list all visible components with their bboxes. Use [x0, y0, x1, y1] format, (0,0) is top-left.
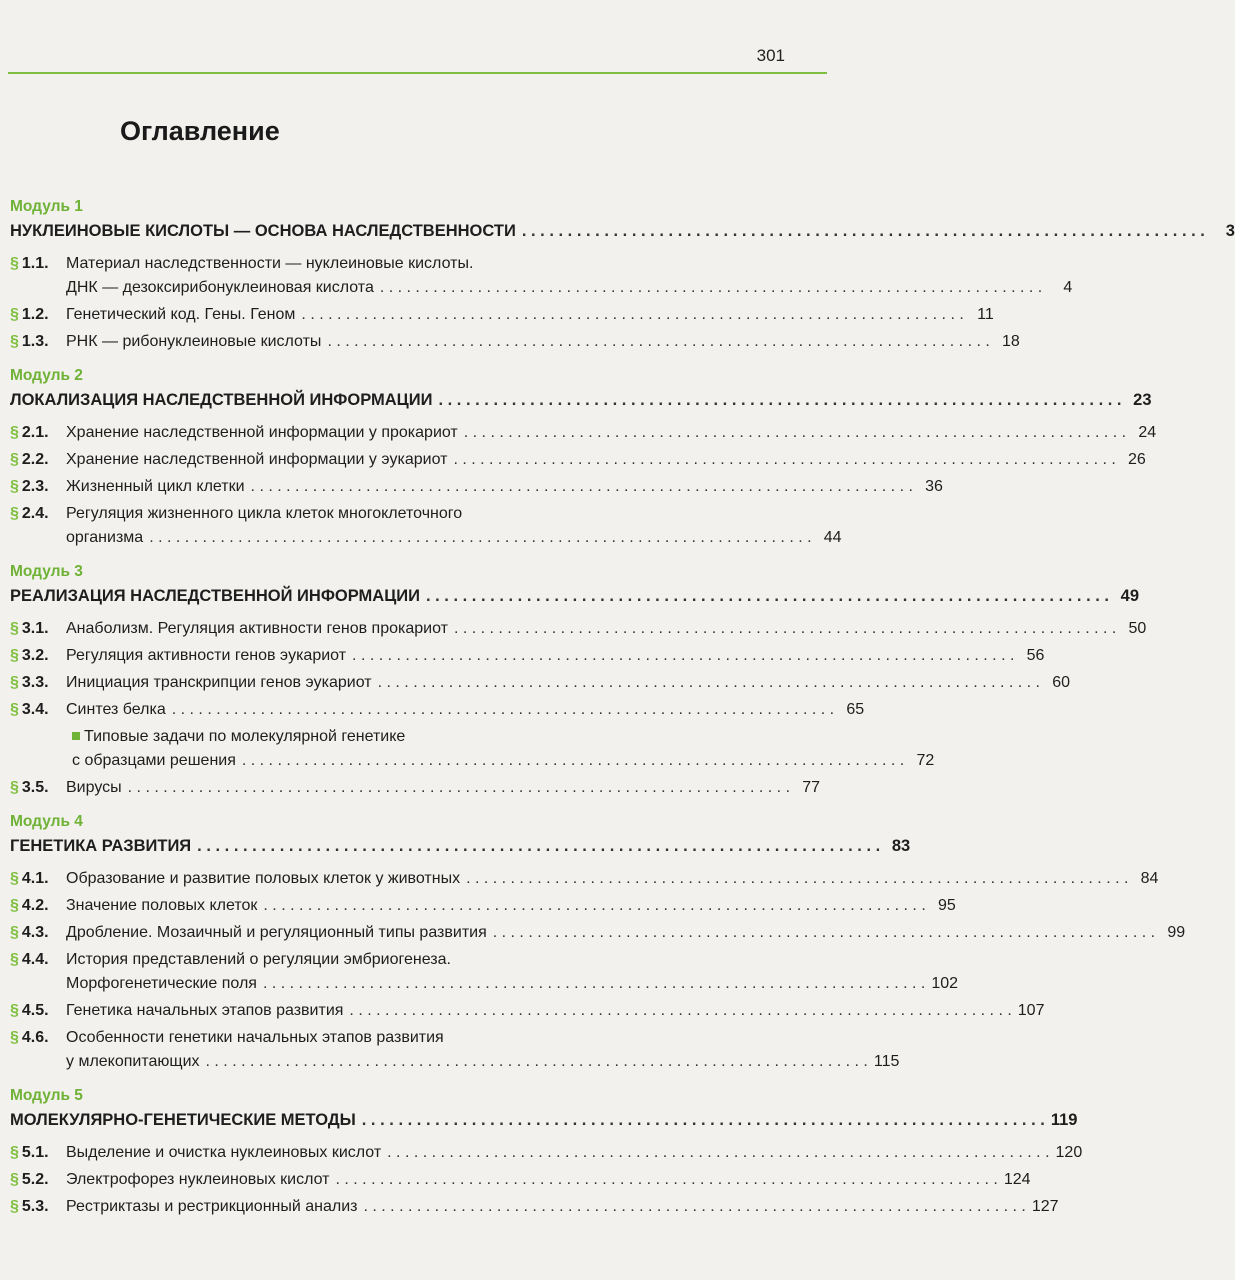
section-title	[66, 698, 166, 722]
page-ref: 49	[1120, 587, 1140, 605]
section-title-text: Регуляция жизненного цикла клеток многоклеточного	[66, 505, 463, 522]
section-number-text: 2.3.	[21, 478, 49, 495]
section-number	[10, 1168, 66, 1192]
section-title	[66, 1195, 358, 1219]
section-number	[10, 867, 66, 891]
page-ref: 50	[1128, 620, 1147, 637]
leader-dots	[454, 617, 1116, 641]
leader-dots	[263, 972, 925, 996]
section-title-text: Материал наследственности — нуклеиновые кислоты.	[66, 255, 474, 272]
toc-entry-module[interactable]	[10, 218, 1235, 244]
section-title	[66, 617, 448, 641]
section-title	[66, 972, 257, 996]
section-title	[66, 776, 122, 800]
section-number	[10, 1026, 66, 1050]
toc-entry-section[interactable]	[10, 921, 1186, 945]
page-ref: 99	[1167, 924, 1186, 941]
section-number-text: 4.2.	[21, 897, 49, 914]
toc-line	[10, 867, 1159, 891]
toc-entry-section[interactable]	[10, 502, 842, 550]
page-ref: 84	[1140, 870, 1159, 887]
leader-dots	[466, 867, 1128, 891]
toc-line	[10, 671, 1070, 695]
toc-line	[10, 725, 724, 749]
leader-dots	[149, 526, 811, 550]
section-number	[10, 1195, 66, 1219]
section-number	[10, 948, 66, 972]
section-title-text: Хранение наследственной информации у прокариот	[66, 424, 458, 441]
section-title-text: Выделение и очистка нуклеиновых кислот	[66, 1144, 382, 1161]
module-label: Модуль 5	[10, 1087, 83, 1104]
page-number: 301	[756, 46, 785, 65]
paragraph-sign: §	[10, 1002, 19, 1019]
section-title	[66, 303, 295, 327]
section-number	[10, 644, 66, 668]
toc-line	[10, 1168, 1031, 1192]
header-rule	[8, 72, 827, 74]
module-block	[10, 196, 1235, 363]
section-title-text: Рестриктазы и рестрикционный анализ	[66, 1198, 358, 1215]
section-title-text: Особенности генетики начальных этапов развития	[66, 1029, 444, 1046]
toc-entry-module[interactable]	[10, 583, 1140, 609]
paragraph-sign: §	[10, 870, 19, 887]
page-ref: 115	[873, 1053, 900, 1070]
module-label: Модуль 2	[10, 367, 83, 384]
module-spacer	[10, 1222, 724, 1228]
toc-line	[10, 475, 943, 499]
toc-line	[10, 999, 1045, 1023]
page-ref: 72	[916, 752, 935, 769]
section-title-text: Синтез белка	[66, 701, 166, 718]
section-title	[72, 725, 405, 749]
paragraph-sign: §	[10, 647, 19, 664]
section-title	[66, 448, 447, 472]
paragraph-sign: §	[10, 674, 19, 691]
section-number-text: 3.4.	[21, 701, 49, 718]
toc-entry-section[interactable]	[10, 1168, 1031, 1192]
leader-dots	[172, 698, 834, 722]
section-number	[10, 894, 66, 918]
section-title	[66, 421, 458, 445]
toc-line	[10, 894, 956, 918]
leader-dots	[387, 1141, 1049, 1165]
section-title-text: РНК — рибонуклеиновые кислоты	[66, 333, 322, 350]
section-number-text: 2.4.	[21, 505, 49, 522]
toc-entry-section[interactable]	[10, 330, 1020, 354]
paragraph-sign: §	[10, 451, 19, 468]
section-title	[66, 1026, 444, 1050]
paragraph-sign: §	[10, 897, 19, 914]
toc-entry-section[interactable]	[10, 999, 1045, 1023]
toc-entry-section[interactable]	[10, 894, 956, 918]
table-of-contents	[10, 196, 1235, 1228]
section-title	[66, 276, 374, 300]
section-number-text: 2.1.	[21, 424, 49, 441]
section-number	[10, 671, 66, 695]
module-title: НУКЛЕИНОВЫЕ КИСЛОТЫ — ОСНОВА НАСЛЕДСТВЕННОСТИ	[10, 222, 516, 240]
section-title-text: Вирусы	[66, 779, 122, 796]
paragraph-sign: §	[10, 255, 19, 272]
section-number-text: 1.3.	[21, 333, 49, 350]
section-number-text: 4.1.	[21, 870, 49, 887]
paragraph-sign: §	[10, 924, 19, 941]
section-number	[10, 999, 66, 1023]
toc-line	[10, 303, 994, 327]
section-title	[66, 921, 487, 945]
toc-line	[10, 617, 1147, 641]
leader-dots	[197, 833, 880, 859]
section-title-text: Дробление. Мозаичный и регуляционный типы развития	[66, 924, 487, 941]
section-title-text: Генетика начальных этапов развития	[66, 1002, 344, 1019]
toc-entry-section[interactable]	[10, 948, 959, 996]
section-number-text: 5.2.	[21, 1171, 49, 1188]
section-title	[66, 1168, 330, 1192]
section-title-text: Жизненный цикл клетки	[66, 478, 245, 495]
leader-dots	[206, 1050, 868, 1074]
section-title-text: История представлений о регуляции эмбриогенеза.	[66, 951, 451, 968]
section-number	[10, 330, 66, 354]
paragraph-sign: §	[10, 620, 19, 637]
section-number	[10, 421, 66, 445]
leader-dots	[380, 276, 1042, 300]
toc-line	[10, 421, 1157, 445]
toc-line	[10, 276, 1073, 300]
section-title	[66, 526, 143, 550]
page-ref: 24	[1138, 424, 1157, 441]
section-title-text: Образование и развитие половых клеток у животных	[66, 870, 461, 887]
section-number	[10, 502, 66, 526]
section-number-text: 4.5.	[21, 1002, 49, 1019]
paragraph-sign: §	[10, 1029, 19, 1046]
toc-line	[10, 776, 821, 800]
section-title-text: Хранение наследственной информации у эукариот	[66, 451, 448, 468]
leader-dots	[251, 475, 913, 499]
toc-entry-section[interactable]	[10, 1026, 900, 1074]
paragraph-sign: §	[10, 505, 19, 522]
toc-line	[10, 1026, 724, 1050]
section-number	[10, 252, 66, 276]
section-title-text: Типовые задачи по молекулярной генетике	[84, 728, 406, 745]
paragraph-sign: §	[10, 1144, 19, 1161]
module-spacer	[10, 803, 724, 809]
page-ref: 77	[802, 779, 821, 796]
toc-line	[10, 330, 1020, 354]
leader-dots	[242, 749, 904, 773]
section-title-text: ДНК — дезоксирибонуклеиновая кислота	[66, 279, 374, 296]
paragraph-sign: §	[10, 333, 19, 350]
section-title	[66, 475, 245, 499]
section-title-text: Регуляция активности генов эукариот	[66, 647, 347, 664]
module-spacer	[10, 1077, 724, 1083]
module-spacer	[10, 553, 724, 559]
paragraph-sign: §	[10, 1171, 19, 1188]
module-spacer	[10, 357, 724, 363]
toc-entry-section[interactable]	[10, 421, 1157, 445]
toc-line	[10, 502, 724, 526]
leader-dots	[263, 894, 925, 918]
leader-dots	[464, 421, 1126, 445]
page-ref: 11	[977, 306, 994, 323]
section-title	[72, 749, 236, 773]
toc-entry-section[interactable]	[10, 1141, 1083, 1165]
page-ref: 4	[1063, 279, 1073, 296]
leader-dots	[364, 1195, 1026, 1219]
module-block	[10, 811, 1186, 1083]
page-ref: 124	[1003, 1171, 1031, 1188]
module-block	[10, 365, 1157, 559]
leader-dots	[128, 776, 790, 800]
paragraph-sign: §	[10, 424, 19, 441]
section-number	[10, 1141, 66, 1165]
section-number-text: 2.2.	[21, 451, 49, 468]
toc-entry-module[interactable]	[10, 387, 1152, 413]
page-ref: 3	[1225, 222, 1235, 240]
page-ref: 56	[1026, 647, 1045, 664]
paragraph-sign: §	[10, 306, 19, 323]
toc-line	[10, 252, 724, 276]
page-ref: 18	[1002, 333, 1020, 350]
toc-line	[10, 526, 842, 550]
toc-line	[10, 972, 959, 996]
section-title-text: Анаболизм. Регуляция активности генов прокариот	[66, 620, 448, 637]
section-title	[66, 1050, 200, 1074]
page-ref: 26	[1128, 451, 1146, 468]
toc-line	[10, 1050, 900, 1074]
leader-dots	[426, 583, 1109, 609]
page-ref: 83	[891, 837, 911, 855]
section-title	[66, 867, 460, 891]
module-block	[10, 561, 1147, 809]
toc-entry-section[interactable]	[10, 725, 935, 773]
toc-line	[10, 644, 1045, 668]
section-number	[10, 617, 66, 641]
toc-entry-section[interactable]	[10, 303, 994, 327]
toc-entry-section[interactable]	[10, 644, 1045, 668]
section-number-text: 3.1.	[21, 620, 49, 637]
section-number-text: 3.2.	[21, 647, 49, 664]
section-number	[10, 698, 66, 722]
section-number	[10, 303, 66, 327]
leader-dots	[352, 644, 1014, 668]
leader-dots	[378, 671, 1040, 695]
page-ref: 23	[1133, 391, 1152, 409]
module-label: Модуль 1	[10, 198, 83, 215]
page-ref: 36	[925, 478, 943, 495]
page-ref: 107	[1017, 1002, 1045, 1019]
toc-entry-module[interactable]	[10, 1107, 1078, 1133]
paragraph-sign: §	[10, 701, 19, 718]
toc-line	[10, 749, 935, 773]
section-title-text: Электрофорез нуклеиновых кислот	[66, 1171, 330, 1188]
section-title-text: с образцами решения	[72, 752, 236, 769]
section-number-text: 4.6.	[21, 1029, 49, 1046]
toc-entry-section[interactable]	[10, 448, 1146, 472]
section-title-text: Инициация транскрипции генов эукариот	[66, 674, 372, 691]
module-block	[10, 1085, 1083, 1228]
toc-line	[10, 448, 1146, 472]
section-title	[66, 894, 257, 918]
section-title-text: организма	[66, 529, 144, 546]
section-title	[66, 502, 462, 526]
section-title-text: Генетический код. Гены. Геном	[66, 306, 296, 323]
toc-entry-module[interactable]	[10, 833, 911, 859]
section-title	[66, 330, 321, 354]
page-ref: 65	[846, 701, 865, 718]
section-title	[66, 999, 343, 1023]
section-number-text: 1.2.	[21, 306, 49, 323]
leader-dots	[362, 1107, 1045, 1133]
section-number	[10, 448, 66, 472]
toc-entry-section[interactable]	[10, 475, 943, 499]
toc-title: Оглавление	[120, 116, 280, 146]
section-number-text: 4.3.	[21, 924, 49, 941]
module-title: ЛОКАЛИЗАЦИЯ НАСЛЕДСТВЕННОЙ ИНФОРМАЦИИ	[10, 391, 433, 409]
paragraph-sign: §	[10, 1198, 19, 1215]
toc-entry-section[interactable]	[10, 252, 1073, 300]
toc-entry-section[interactable]	[10, 617, 1147, 641]
module-label: Модуль 3	[10, 563, 83, 580]
section-title-text: Морфогенетические поля	[66, 975, 257, 992]
toc-line	[10, 1195, 1059, 1219]
section-title	[66, 948, 451, 972]
section-title	[66, 671, 372, 695]
section-title	[66, 252, 473, 276]
section-title-text: у млекопитающих	[66, 1053, 200, 1070]
leader-dots	[349, 999, 1011, 1023]
paragraph-sign: §	[10, 478, 19, 495]
toc-entry-section[interactable]	[10, 1195, 1059, 1219]
section-number-text: 1.1.	[21, 255, 49, 272]
section-number-text: 4.4.	[21, 951, 49, 968]
module-title: РЕАЛИЗАЦИЯ НАСЛЕДСТВЕННОЙ ИНФОРМАЦИИ	[10, 587, 420, 605]
section-number-text: 5.1.	[21, 1144, 49, 1161]
leader-dots	[327, 330, 989, 354]
paragraph-sign: §	[10, 779, 19, 796]
section-number	[10, 475, 66, 499]
leader-dots	[493, 921, 1155, 945]
leader-dots	[453, 448, 1115, 472]
square-bullet-icon	[72, 732, 80, 740]
page-ref: 119	[1050, 1111, 1078, 1129]
module-title: ГЕНЕТИКА РАЗВИТИЯ	[10, 837, 192, 855]
section-title	[66, 1141, 381, 1165]
page-ref: 60	[1052, 674, 1070, 691]
page-ref: 102	[931, 975, 959, 992]
page-ref: 95	[937, 897, 956, 914]
section-number	[10, 776, 66, 800]
module-label: Модуль 4	[10, 813, 83, 830]
leader-dots	[301, 303, 963, 327]
page-ref: 120	[1055, 1144, 1083, 1161]
toc-line	[10, 921, 1186, 945]
toc-line	[10, 1141, 1083, 1165]
page-ref: 44	[823, 529, 842, 546]
paragraph-sign: §	[10, 951, 19, 968]
section-number	[10, 921, 66, 945]
page-ref: 127	[1031, 1198, 1059, 1215]
section-number-text: 3.3.	[21, 674, 49, 691]
section-title	[66, 644, 346, 668]
toc-entry-section[interactable]	[10, 867, 1159, 891]
leader-dots	[438, 387, 1121, 413]
toc-line	[10, 948, 724, 972]
section-title-text: Значение половых клеток	[66, 897, 258, 914]
toc-line	[10, 698, 865, 722]
section-number-text: 5.3.	[21, 1198, 49, 1215]
toc-entry-section[interactable]	[10, 698, 865, 722]
leader-dots	[522, 218, 1205, 244]
toc-entry-section[interactable]	[10, 671, 1070, 695]
section-number-text: 3.5.	[21, 779, 49, 796]
toc-entry-section[interactable]	[10, 776, 821, 800]
leader-dots	[336, 1168, 998, 1192]
module-title: МОЛЕКУЛЯРНО-ГЕНЕТИЧЕСКИЕ МЕТОДЫ	[10, 1111, 356, 1129]
